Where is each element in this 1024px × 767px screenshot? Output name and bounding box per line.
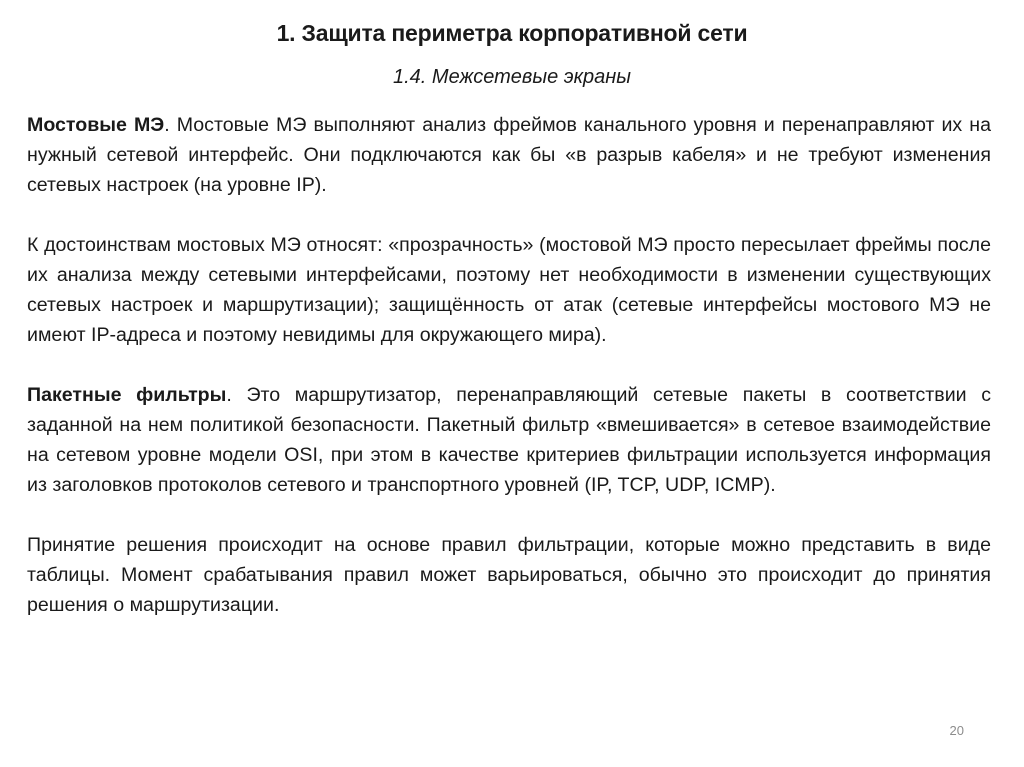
- term-bridge-firewalls: Мостовые МЭ: [27, 114, 165, 136]
- paragraph-decision-rules: [27, 530, 991, 620]
- paragraph-bridge-advantages: [27, 230, 991, 350]
- slide-title: 1. Защита периметра корпоративной сети: [276, 20, 748, 46]
- paragraph-text: К достоинствам мостовых МЭ относят: «прозрачность» (мостовой МЭ просто пересылает фреймы после их анализа между сетевыми интерфейсами, поэтому нет необходимости в изменении существующих сетевых настроек и маршрутизации); защищённость от атак (сетевые интерфейсы мостового МЭ не имеют IP-адреса и поэтому невидимы для окружающего мира).: [27, 234, 991, 346]
- paragraph-packet-filters: [27, 380, 991, 500]
- slide-body: [27, 110, 991, 650]
- slide-subtitle: 1.4. Межсетевые экраны: [393, 66, 631, 88]
- paragraph-text: Принятие решения происходит на основе правил фильтрации, которые можно представить в виде таблицы. Момент срабатывания правил может варьироваться, обычно это происходит до принятия решения о маршрутизации.: [27, 534, 991, 616]
- term-packet-filters: Пакетные фильтры: [27, 384, 227, 406]
- page-number: 20: [949, 723, 964, 738]
- paragraph-bridge-firewalls: [27, 110, 991, 200]
- paragraph-text: . Это маршрутизатор, перенаправляющий сетевые пакеты в соответствии с заданной на нем политикой безопасности. Пакетный фильтр «вмешивается» в сетевое взаимодействие на сетевом уровне модели OSI, при этом в качестве критериев фильтрации используется информация из заголовков протоколов сетевого и транспортного уровней (IP, TCP, UDP, ICMP).: [27, 384, 992, 496]
- paragraph-text: . Мостовые МЭ выполняют анализ фреймов канального уровня и перенаправляют их на нужный сетевой интерфейс. Они подключаются как бы «в разрыв кабеля» и не требуют изменения сетевых настроек (на уровне IP).: [27, 114, 991, 196]
